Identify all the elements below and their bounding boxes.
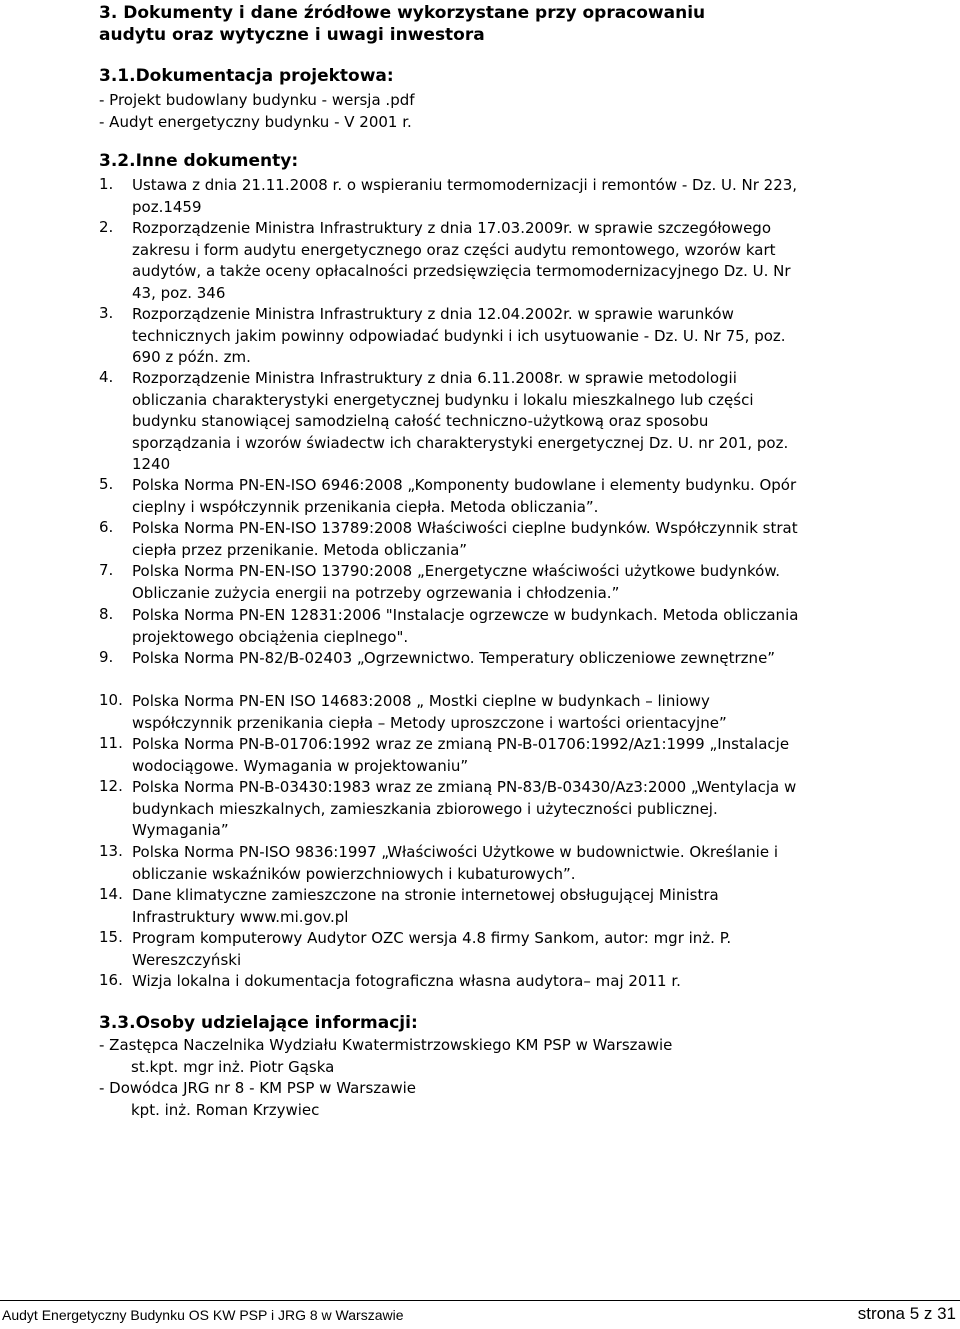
footer-document-title: Audyt Energetyczny Budynku OS KW PSP i JRG 8 w Warszawie <box>2 1307 404 1323</box>
item-text: Polska Norma PN-EN-ISO 13790:2008 „Energetyczne właściwości użytkowe budynków. Obliczanie zużycia energii na potrzeby ogrzewania i chłodzenia.” <box>132 562 781 602</box>
section-31-heading: 3.1.Dokumentacja projektowa: <box>99 66 394 86</box>
section-3-title-line1: 3. Dokumenty i dane źródłowe wykorzystane przy opracowaniu <box>99 3 706 23</box>
item-text: Polska Norma PN-82/B-02403 „Ogrzewnictwo. Temperatury obliczeniowe zewnętrzne” <box>132 649 776 667</box>
section-3-heading <box>99 2 705 46</box>
item-number: 2. <box>99 218 114 236</box>
item-text: Polska Norma PN-EN ISO 14683:2008 „ Mostki cieplne w budynkach – liniowy współczynnik przenikania ciepła – Metody uproszczone i wartości orientacyjne” <box>132 692 727 732</box>
item-number: 7. <box>99 561 114 579</box>
item-number: 3. <box>99 304 114 322</box>
item-text: Polska Norma PN-ISO 9836:1997 „Właściwości Użytkowe w budownictwie. Określanie i obliczanie wskaźników powierzchniowych i kubaturowych”. <box>132 843 778 883</box>
contact-line: kpt. inż. Roman Krzywiec <box>131 1101 320 1119</box>
footer-page-number: strona 5 z 31 <box>857 1304 956 1323</box>
item-text: Wizja lokalna i dokumentacja fotograficzna własna audytora– maj 2011 r. <box>132 972 681 990</box>
item-text: Polska Norma PN-EN-ISO 13789:2008 Właściwości cieplne budynków. Współczynnik strat ciepła przez przenikanie. Metoda obliczania” <box>132 519 798 559</box>
item-number: 9. <box>99 648 114 666</box>
item-number: 11. <box>99 734 123 752</box>
contact-line: - Zastępca Naczelnika Wydziału Kwatermistrzowskiego KM PSP w Warszawie <box>99 1036 673 1054</box>
contact-line: - Dowódca JRG nr 8 - KM PSP w Warszawie <box>99 1079 416 1097</box>
section-3-title-line2: audytu oraz wytyczne i uwagi inwestora <box>99 25 485 45</box>
item-number: 16. <box>99 971 123 989</box>
item-number: 15. <box>99 928 123 946</box>
contact-line: st.kpt. mgr inż. Piotr Gąska <box>131 1058 335 1076</box>
item-number: 1. <box>99 175 114 193</box>
item-text: Program komputerowy Audytor OZC wersja 4.8 firmy Sankom, autor: mgr inż. P. Wereszczyński <box>132 929 732 969</box>
item-number: 12. <box>99 777 123 795</box>
page-footer <box>0 1300 960 1329</box>
item-number: 14. <box>99 885 123 903</box>
item-text: Polska Norma PN-B-01706:1992 wraz ze zmianą PN-B-01706:1992/Az1:1999 „Instalacje wodociągowe. Wymagania w projektowaniu” <box>132 735 790 775</box>
item-number: 6. <box>99 518 114 536</box>
item-text: Polska Norma PN-EN-ISO 6946:2008 „Komponenty budowlane i elementy budynku. Opór cieplny i współczynnik przenikania ciepła. Metoda obliczania”. <box>132 476 797 516</box>
section-33-heading: 3.3.Osoby udzielające informacji: <box>99 1013 418 1033</box>
item-number: 5. <box>99 475 114 493</box>
item-number: 10. <box>99 691 123 709</box>
project-doc-item: - Projekt budowlany budynku - wersja .pdf <box>99 91 415 109</box>
item-text: Ustawa z dnia 21.11.2008 r. o wspieraniu termomodernizacji i remontów - Dz. U. Nr 223, poz.1459 <box>132 176 798 216</box>
item-number: 13. <box>99 842 123 860</box>
item-text: Rozporządzenie Ministra Infrastruktury z dnia 6.11.2008r. w sprawie metodologii obliczania charakterystyki energetycznej budynku i lokalu mieszkalnego lub części budynku stanowiącej samodzielną całość techniczno-użytkową oraz sposobu sporządzania i wzorów świadectw ich charakterystyki energetycznej Dz. U. nr 201, poz. 1240 <box>132 369 789 473</box>
section-32-heading: 3.2.Inne dokumenty: <box>99 151 299 171</box>
item-text: Rozporządzenie Ministra Infrastruktury z dnia 12.04.2002r. w sprawie warunków technicznych jakim powinny odpowiadać budynki i ich usytuowanie - Dz. U. Nr 75, poz. 690 z późn. zm. <box>132 305 786 366</box>
item-text: Polska Norma PN-B-03430:1983 wraz ze zmianą PN-83/B-03430/Az3:2000 „Wentylacja w budynkach mieszkalnych, zamieszkania zbiorowego i użyteczności publicznej. Wymagania” <box>132 778 797 839</box>
item-number: 4. <box>99 368 114 386</box>
project-doc-item: - Audyt energetyczny budynku - V 2001 r. <box>99 113 412 131</box>
item-text: Rozporządzenie Ministra Infrastruktury z dnia 17.03.2009r. w sprawie szczegółowego zakresu i form audytu energetycznego oraz części audytu remontowego, wzorów kart audytów, a także oceny opłacalności przedsięwzięcia termomodernizacyjnego Dz. U. Nr 43, poz. 346 <box>132 219 791 302</box>
item-text: Polska Norma PN-EN 12831:2006 "Instalacje ogrzewcze w budynkach. Metoda obliczania projektowego obciążenia cieplnego". <box>132 606 799 646</box>
item-number: 8. <box>99 605 114 623</box>
item-text: Dane klimatyczne zamieszczone na stronie internetowej obsługującej Ministra Infrastruktury www.mi.gov.pl <box>132 886 719 926</box>
